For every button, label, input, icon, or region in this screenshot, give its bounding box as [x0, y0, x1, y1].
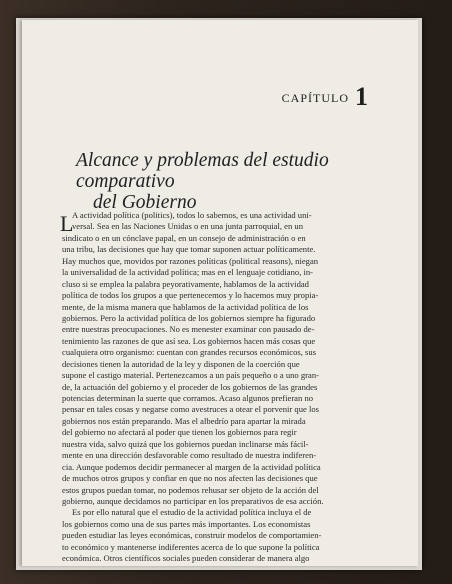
- body-line: los gobiernos como una de sus partes más importantes. Los economistas: [62, 518, 311, 529]
- body-line: una tribu, las decisiones que hay que tomar suponen actuar políticamente.: [62, 244, 316, 255]
- body-text: [62, 210, 393, 565]
- body-line: versal. Sea en las Naciones Unidas o en una junta parroquial, en un: [72, 221, 304, 232]
- book-page: [22, 20, 418, 566]
- body-line: decisiones tienen la autoridad de la ley y disponen de la coerción que: [62, 358, 300, 369]
- body-line: entre nuestras preocupaciones. No es menester examinar con pausado de-: [62, 324, 315, 335]
- chapter-word: CAPÍTULO: [281, 91, 349, 105]
- body-line: gobierno, aunque decidamos no participar en los preparativos de esa acción.: [62, 495, 324, 506]
- body-line: supone el castigo material. Pertenezcamos a un país pequeño o a uno gran-: [62, 370, 320, 381]
- body-line: to económico y mantenerse indiferentes acerca de lo que supone la política: [62, 541, 320, 552]
- body-line: gobiernos nos están preparando. Mas el albedrío para apartar la mirada: [62, 415, 306, 426]
- body-line: del gobierno no afectará al poder que tienen los gobiernos para regir: [62, 427, 297, 438]
- body-line: política de todos los grupos a que pertenecemos y lo hacemos muy propia-: [62, 290, 319, 301]
- chapter-heading: [282, 82, 368, 112]
- chapter-title-line-2: del Gobierno: [93, 192, 197, 213]
- chapter-number: 1: [355, 82, 368, 111]
- body-line: de muchos otros grupos y confiar en que no nos afecten las decisiones que: [62, 473, 318, 484]
- body-line: pensar en tales cosas y negarse como avestruces a otear el porvenir que los: [62, 404, 319, 415]
- body-line: nuestra vida, salvo quizá que los gobiernos puedan inclinarse más fácil-: [62, 438, 309, 449]
- chapter-title-line-1: Alcance y problemas del estudio comparativo: [76, 150, 329, 192]
- body-line: cluso si se emplea la palabra peyorativamente, hablamos de la actividad: [62, 278, 309, 289]
- body-line: mente en una dirección desfavorable como resultado de nuestra indiferen-: [62, 450, 317, 461]
- body-line: potencias determinan la suerte que corramos. Acaso algunos prefieran no: [62, 393, 314, 403]
- drop-cap: L: [60, 211, 74, 236]
- body-line: económica. Otros científicos sociales pueden considerar de manera algo: [62, 553, 310, 564]
- body-line: de, la actuación del gobierno y el proceder de los gobiernos de las grandes: [62, 381, 318, 392]
- body-line: sindicato o en un cónclave papal, en un consejo de administración o en: [62, 232, 306, 243]
- body-line: Es por ello natural que el estudio de la actividad política incluya el de: [72, 507, 312, 518]
- body-line: tenimiento las razones de que así sea. Los gobiernos hacen más cosas que: [62, 335, 316, 346]
- body-line: mente, de la misma manera que hablamos de la actividad política de los: [62, 301, 309, 312]
- body-line: A actividad política (politics), todos lo sabemos, es una actividad uni-: [72, 210, 312, 220]
- body-line: la universalidad de la actividad política; mas en el lenguaje cotidiano, in-: [62, 267, 314, 278]
- body-line: Hay muchos que, movidos por razones políticas (political reasons), niegan: [62, 255, 319, 266]
- body-line: estos grupos puedan tomar, no podemos rehusar ser objeto de la acción del: [62, 484, 319, 495]
- chapter-title: [76, 150, 386, 213]
- body-line: pueden estudiar las leyes económicas, construir modelos de comportamien-: [62, 530, 322, 541]
- body-line: cualquiera otro organismo: cuentan con grandes recursos económicos, sus: [62, 347, 316, 358]
- body-line: cia. Aunque podemos decidir permanecer al margen de la actividad política: [62, 461, 321, 472]
- body-line: gobiernos. Pero la actividad política de los gobiernos siempre ha figurado: [62, 312, 316, 323]
